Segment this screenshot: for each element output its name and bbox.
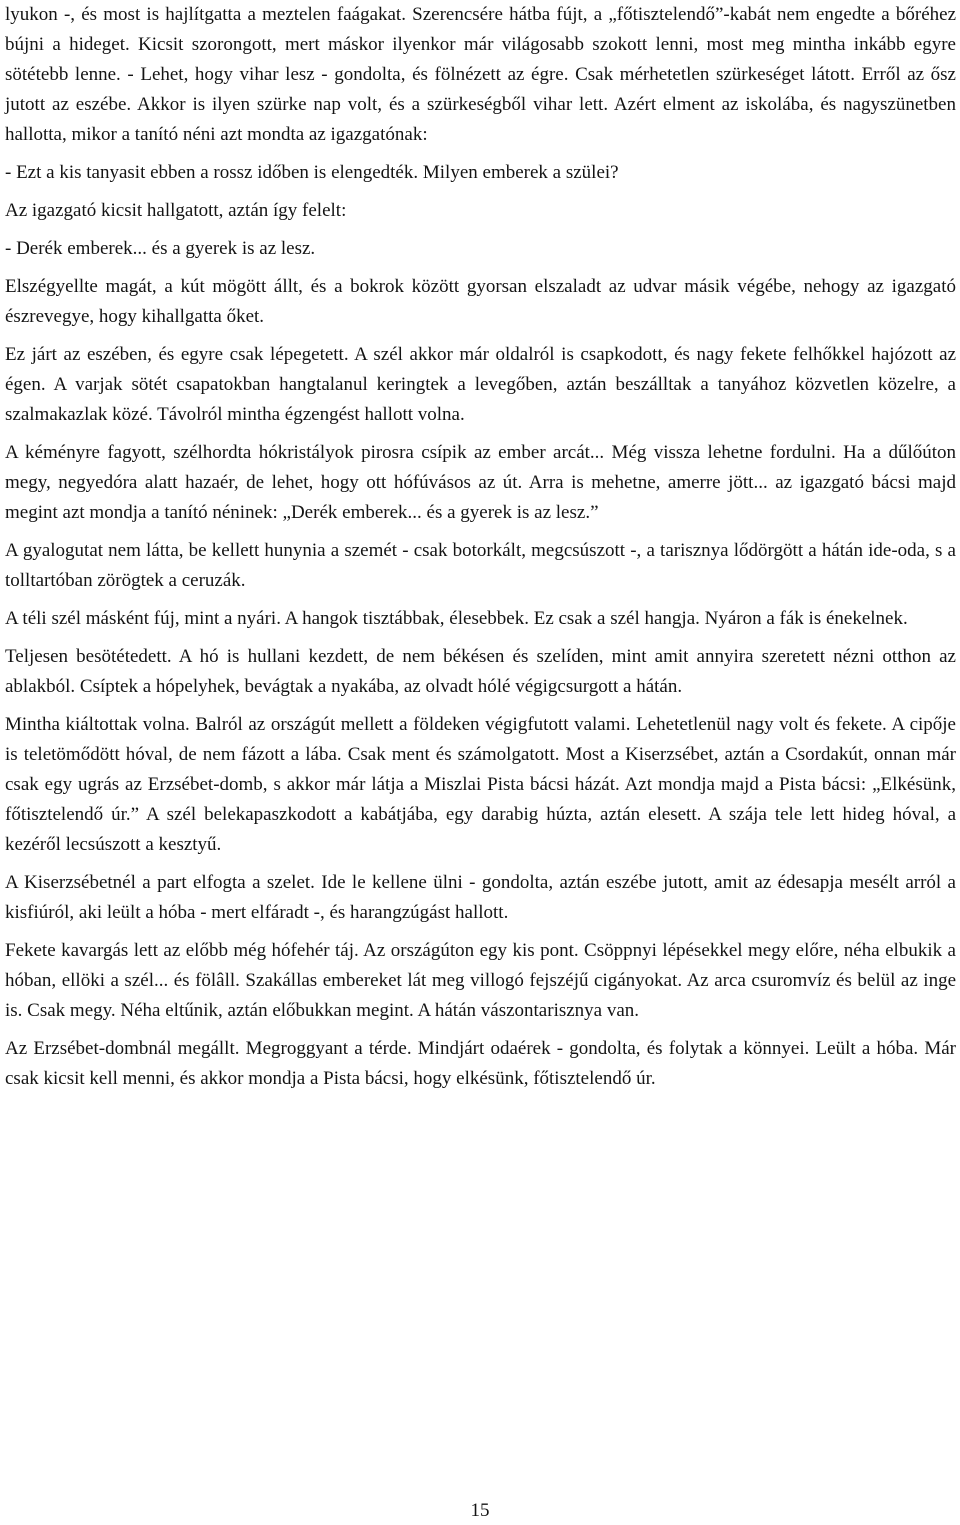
body-text	[5, 0, 956, 1102]
paragraph: A kéményre fagyott, szélhordta hókristályok pirosra csípik az ember arcát... Még vissza lehetne fordulni. Ha a dűlőúton megy, negyedóra alatt hazaér, de lehet, hogy ott hófúvásos az út. Arra is mehetne, amerre jött... az igazgató bácsi majd megint azt mondja a tanító néninek: „Derék emberek... és a gyerek is az lesz.”	[5, 442, 956, 523]
paragraph: - Ezt a kis tanyasit ebben a rossz időben is elengedték. Milyen emberek a szülei?	[5, 162, 619, 183]
paragraph: Fekete kavargás lett az előbb még hófehér táj. Az országúton egy kis pont. Csöppnyi lépésekkel megy előre, néha elbukik a hóban, ellöki a szél... és fölâll. Szakállas embereket lát meg villogó fejszéjű cigányokat. Az arca csuromvíz és belül az inge is. Csak megy. Néha eltűnik, aztán előbukkan megint. A hátán vászontarisznya van.	[5, 940, 956, 1021]
paragraph: Teljesen besötétedett. A hó is hullani kezdett, de nem békésen és szelíden, mint amit annyira szeretett nézni otthon az ablakból. Csíptek a hópelyhek, bevágtak a nyakába, az olvadt hólé végigcsurgott a hátán.	[5, 646, 956, 697]
paragraph: A téli szél másként fúj, mint a nyári. A hangok tisztábbak, élesebbek. Ez csak a szél hangja. Nyáron a fák is énekelnek.	[5, 608, 908, 629]
paragraph: Ez járt az eszében, és egyre csak lépegetett. A szél akkor már oldalról is csapkodott, és nagy fekete felhőkkel hajózott az égen. A varjak sötét csapatokban hangtalanul keringtek a levegőben, aztán beszálltak a tanyához közvetlen közelre, a szalmakazlak közé. Távolról mintha égzengést hallott volna.	[5, 344, 956, 425]
page-number: 15	[470, 1500, 490, 1521]
paragraph: Mintha kiáltottak volna. Balról az országút mellett a földeken végigfutott valami. Lehetetlenül nagy volt és fekete. A cipője is teletömődött hóval, de nem fázott a lába. Csak ment és számolgatott. Most a Kiserzsébet, aztán a Csordakút, onnan már csak egy ugrás az Erzsébet-domb, s akkor már látja a Miszlai Pista bácsi házát. Azt mondja majd a Pista bácsi: „Elkésünk, főtisztelendő úr.” A szél belekapaszkodott a kabátjába, egy darabig húzta, aztán elesett. A szája tele lett hideg hóval, a kezéről lecsúszott a kesztyű.	[5, 714, 956, 855]
paragraph: A Kiserzsébetnél a part elfogta a szelet. Ide le kellene ülni - gondolta, aztán eszébe jutott, amit az édesapja mesélt arról a kisfiúról, aki leült a hóba - mert elfáradt -, és harangzúgást hallott.	[5, 872, 956, 923]
paragraph: Az igazgató kicsit hallgatott, aztán így felelt:	[5, 200, 347, 221]
paragraph: lyukon -, és most is hajlítgatta a meztelen faágakat. Szerencsére hátba fújt, a „főtisztelendő”-kabát nem engedte a bőréhez bújni a hideget. Kicsit szorongott, mert máskor ilyenkor már világosabb szokott lenni, most meg mintha inkább egyre sötétebb lenne. - Lehet, hogy vihar lesz - gondolta, és fölnézett az égre. Csak mérhetetlen szürkeséget látott. Erről az ősz jutott az eszébe. Akkor is ilyen szürke nap volt, és a szürkeségből vihar lett. Azért elment az iskolába, és nagyszünetben hallotta, mikor a tanító néni azt mondta az igazgatónak:	[5, 4, 956, 145]
paragraph: - Derék emberek... és a gyerek is az lesz.	[5, 238, 316, 259]
paragraph: Elszégyellte magát, a kút mögött állt, és a bokrok között gyorsan elszaladt az udvar másik végébe, nehogy az igazgató észrevegye, hogy kihallgatta őket.	[5, 276, 956, 327]
paragraph: A gyalogutat nem látta, be kellett hunynia a szemét - csak botorkált, megcsúszott -, a tarisznya lődörgött a hátán ide-oda, s a tolltartóban zörögtek a ceruzák.	[5, 540, 956, 591]
paragraph: Az Erzsébet-dombnál megállt. Megroggyant a térde. Mindjárt odaérek - gondolta, és folytak a könnyei. Leült a hóba. Már csak kicsit kell menni, és akkor mondja a Pista bácsi, hogy elkésünk, főtisztelendő úr.	[5, 1038, 956, 1089]
